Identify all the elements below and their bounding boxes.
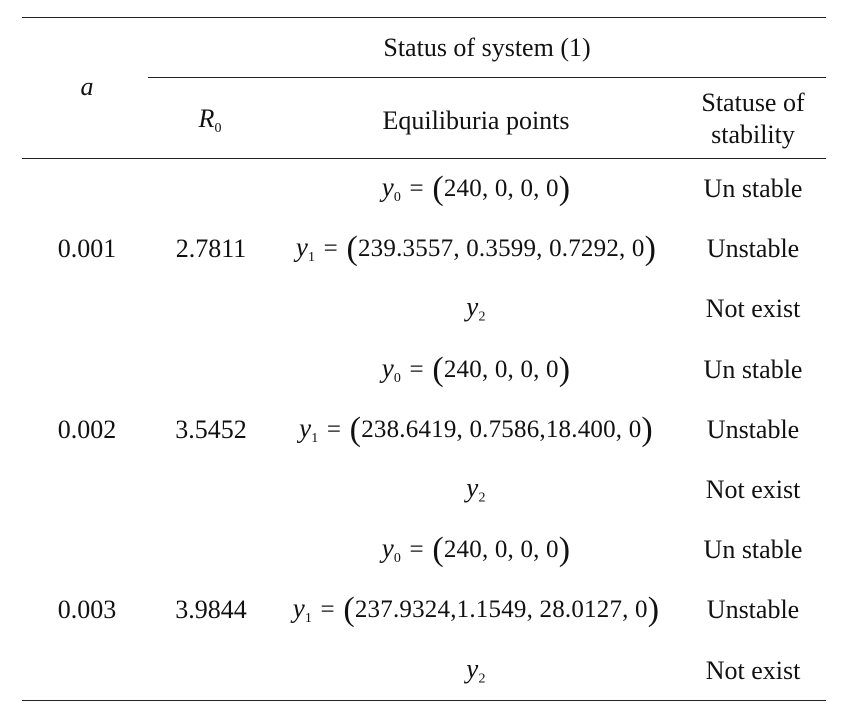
a-value: 0.002 [57,414,117,444]
equilibrium-values: 237.9324,1.1549, 28.0127, 0 [354,596,648,624]
stability-status: Un stable [703,535,803,565]
stability-status: Unstable [706,595,800,625]
top-rule [22,17,826,18]
equilibrium-subscript: 1 [311,430,319,446]
equilibrium-variable: y [299,412,312,443]
equilibrium-subscript: 0 [393,551,402,567]
stability-status: Un stable [703,354,803,384]
equilibrium-variable: y [292,593,305,624]
equals-sign: = [320,415,348,443]
stability-status: Not exist [705,655,801,685]
equilibrium-values: 240, 0, 0, 0 [443,355,559,383]
left-paren: ( [346,230,358,268]
stability-status: Unstable [706,414,800,444]
equilibrium-point [382,533,571,567]
right-paren: ) [558,170,571,207]
equilibrium-point [293,593,660,627]
stability-status: Unstable [706,234,800,264]
header-status: Status of system (1) [383,33,591,62]
a-value: 0.003 [57,595,117,625]
r0-value: 3.5452 [175,414,247,444]
equilibrium-variable: y [381,533,394,564]
equilibrium-values: 239.3557, 0.3599, 0.7292, 0 [357,235,645,263]
equilibrium-subscript: 2 [478,490,486,506]
equilibrium-point [466,655,485,686]
equilibrium-values: 240, 0, 0, 0 [443,175,559,202]
equilibrium-values: 238.6419, 0.7586,18.400, 0 [361,415,642,443]
a-value: 0.001 [57,234,117,264]
equilibrium-point [296,232,656,266]
header-r0 [199,106,222,136]
r0-value: 2.7811 [175,234,247,264]
equals-sign: = [403,175,431,202]
right-paren: ) [641,410,653,448]
equilibrium-subscript: 0 [393,190,402,205]
left-paren: ( [432,531,444,569]
right-paren: ) [647,591,660,629]
header-a: a [80,72,94,101]
left-paren: ( [343,591,355,629]
header-sub-rule [148,77,826,78]
right-paren: ) [644,230,657,268]
header-r0-subscript: 0 [214,121,222,136]
bottom-rule [22,700,826,701]
equilibrium-point [299,410,653,448]
left-paren: ( [432,170,444,207]
header-r0-symbol: R [198,104,215,133]
equilibrium-point [381,350,571,388]
equilibrium-variable: y [381,172,394,202]
equilibrium-point [466,291,486,325]
header-equilibria: Equiliburia points [382,106,570,135]
equilibrium-subscript: 1 [308,250,316,266]
header-stability [701,87,804,151]
equilibrium-variable: y [466,653,479,684]
equilibrium-subscript: 1 [304,611,313,627]
stability-status: Un stable [703,174,803,203]
equilibrium-variable: y [295,232,309,263]
header-bottom-rule [22,158,826,159]
right-paren: ) [558,531,571,569]
header-stability-line1: Statuse of [701,88,805,117]
equilibrium-values: 240, 0, 0, 0 [443,536,559,564]
equals-sign: = [317,235,345,263]
right-paren: ) [558,350,571,388]
stability-status: Not exist [705,475,801,504]
header-stability-line2: stability [711,120,795,149]
left-paren: ( [349,410,362,448]
equilibrium-variable: y [466,291,479,322]
equilibrium-point [466,472,486,506]
r0-value: 3.9844 [175,595,247,625]
equilibrium-subscript: 2 [478,671,486,687]
equilibrium-subscript: 2 [478,309,486,325]
equals-sign: = [403,355,431,383]
equilibrium-variable: y [381,352,394,383]
equals-sign: = [314,596,342,624]
left-paren: ( [432,350,444,388]
equilibrium-subscript: 0 [393,370,402,386]
equilibrium-variable: y [466,472,479,503]
stability-status: Not exist [705,294,801,324]
equals-sign: = [403,536,431,564]
equilibrium-point [382,172,571,206]
